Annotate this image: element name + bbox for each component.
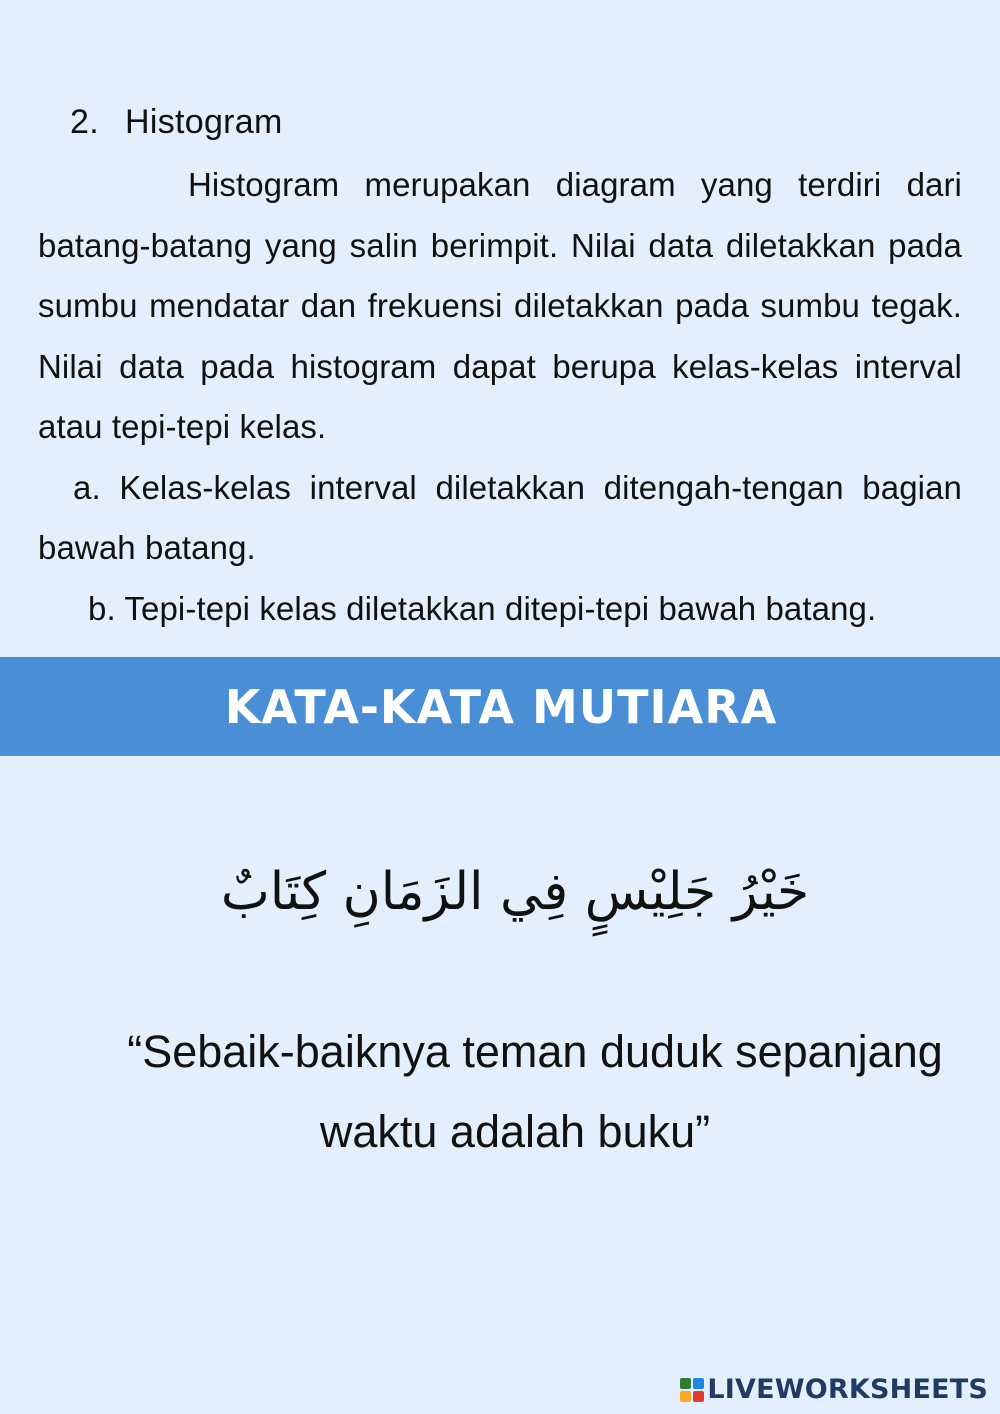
quote-line-1: “Sebaik-baiknya teman duduk sepanjang [127,1026,943,1077]
liveworksheets-logo [680,1374,988,1405]
logo-square-red [693,1391,704,1402]
section-number: 2. [70,103,99,141]
body-text [38,155,962,639]
list-item-b-text: Tepi-tepi kelas diletakkan ditepi-tepi bawah batang. [124,589,877,627]
histogram-paragraph: Histogram merupakan diagram yang terdiri dari batang-batang yang salin berimpit. Nilai data diletakkan pada sumbu mendatar dan frekuensi diletakkan pada sumbu tegak. Nilai data pada histogram dapat berupa kelas-kelas interval atau tepi-tepi kelas. [38,166,962,445]
arabic-quote: خَيْرُ جَلِيْسٍ فِي الزَمَانِ كِتَابٌ [220,862,810,922]
quote-banner [0,657,1000,756]
logo-square-green [680,1378,691,1389]
list-item-b-label: b. [88,589,116,627]
list-item-a [38,458,962,579]
logo-text: LIVEWORKSHEETS [707,1374,988,1405]
banner-title: KATA-KATA MUTIARA [224,679,778,734]
liveworksheets-logo-icon [680,1378,704,1402]
list-item-a-label: a. [73,468,101,506]
list-item-b [38,579,962,640]
logo-square-yellow [680,1391,691,1402]
quote-line-2: waktu adalah buku” [319,1106,711,1157]
list-item-a-text: Kelas-kelas interval diletakkan ditengah-tengan bagian bawah batang. [38,468,962,566]
quote-translation [95,1012,975,1172]
section-title: Histogram [125,103,283,141]
logo-square-blue [693,1378,704,1389]
section-heading [70,100,283,144]
